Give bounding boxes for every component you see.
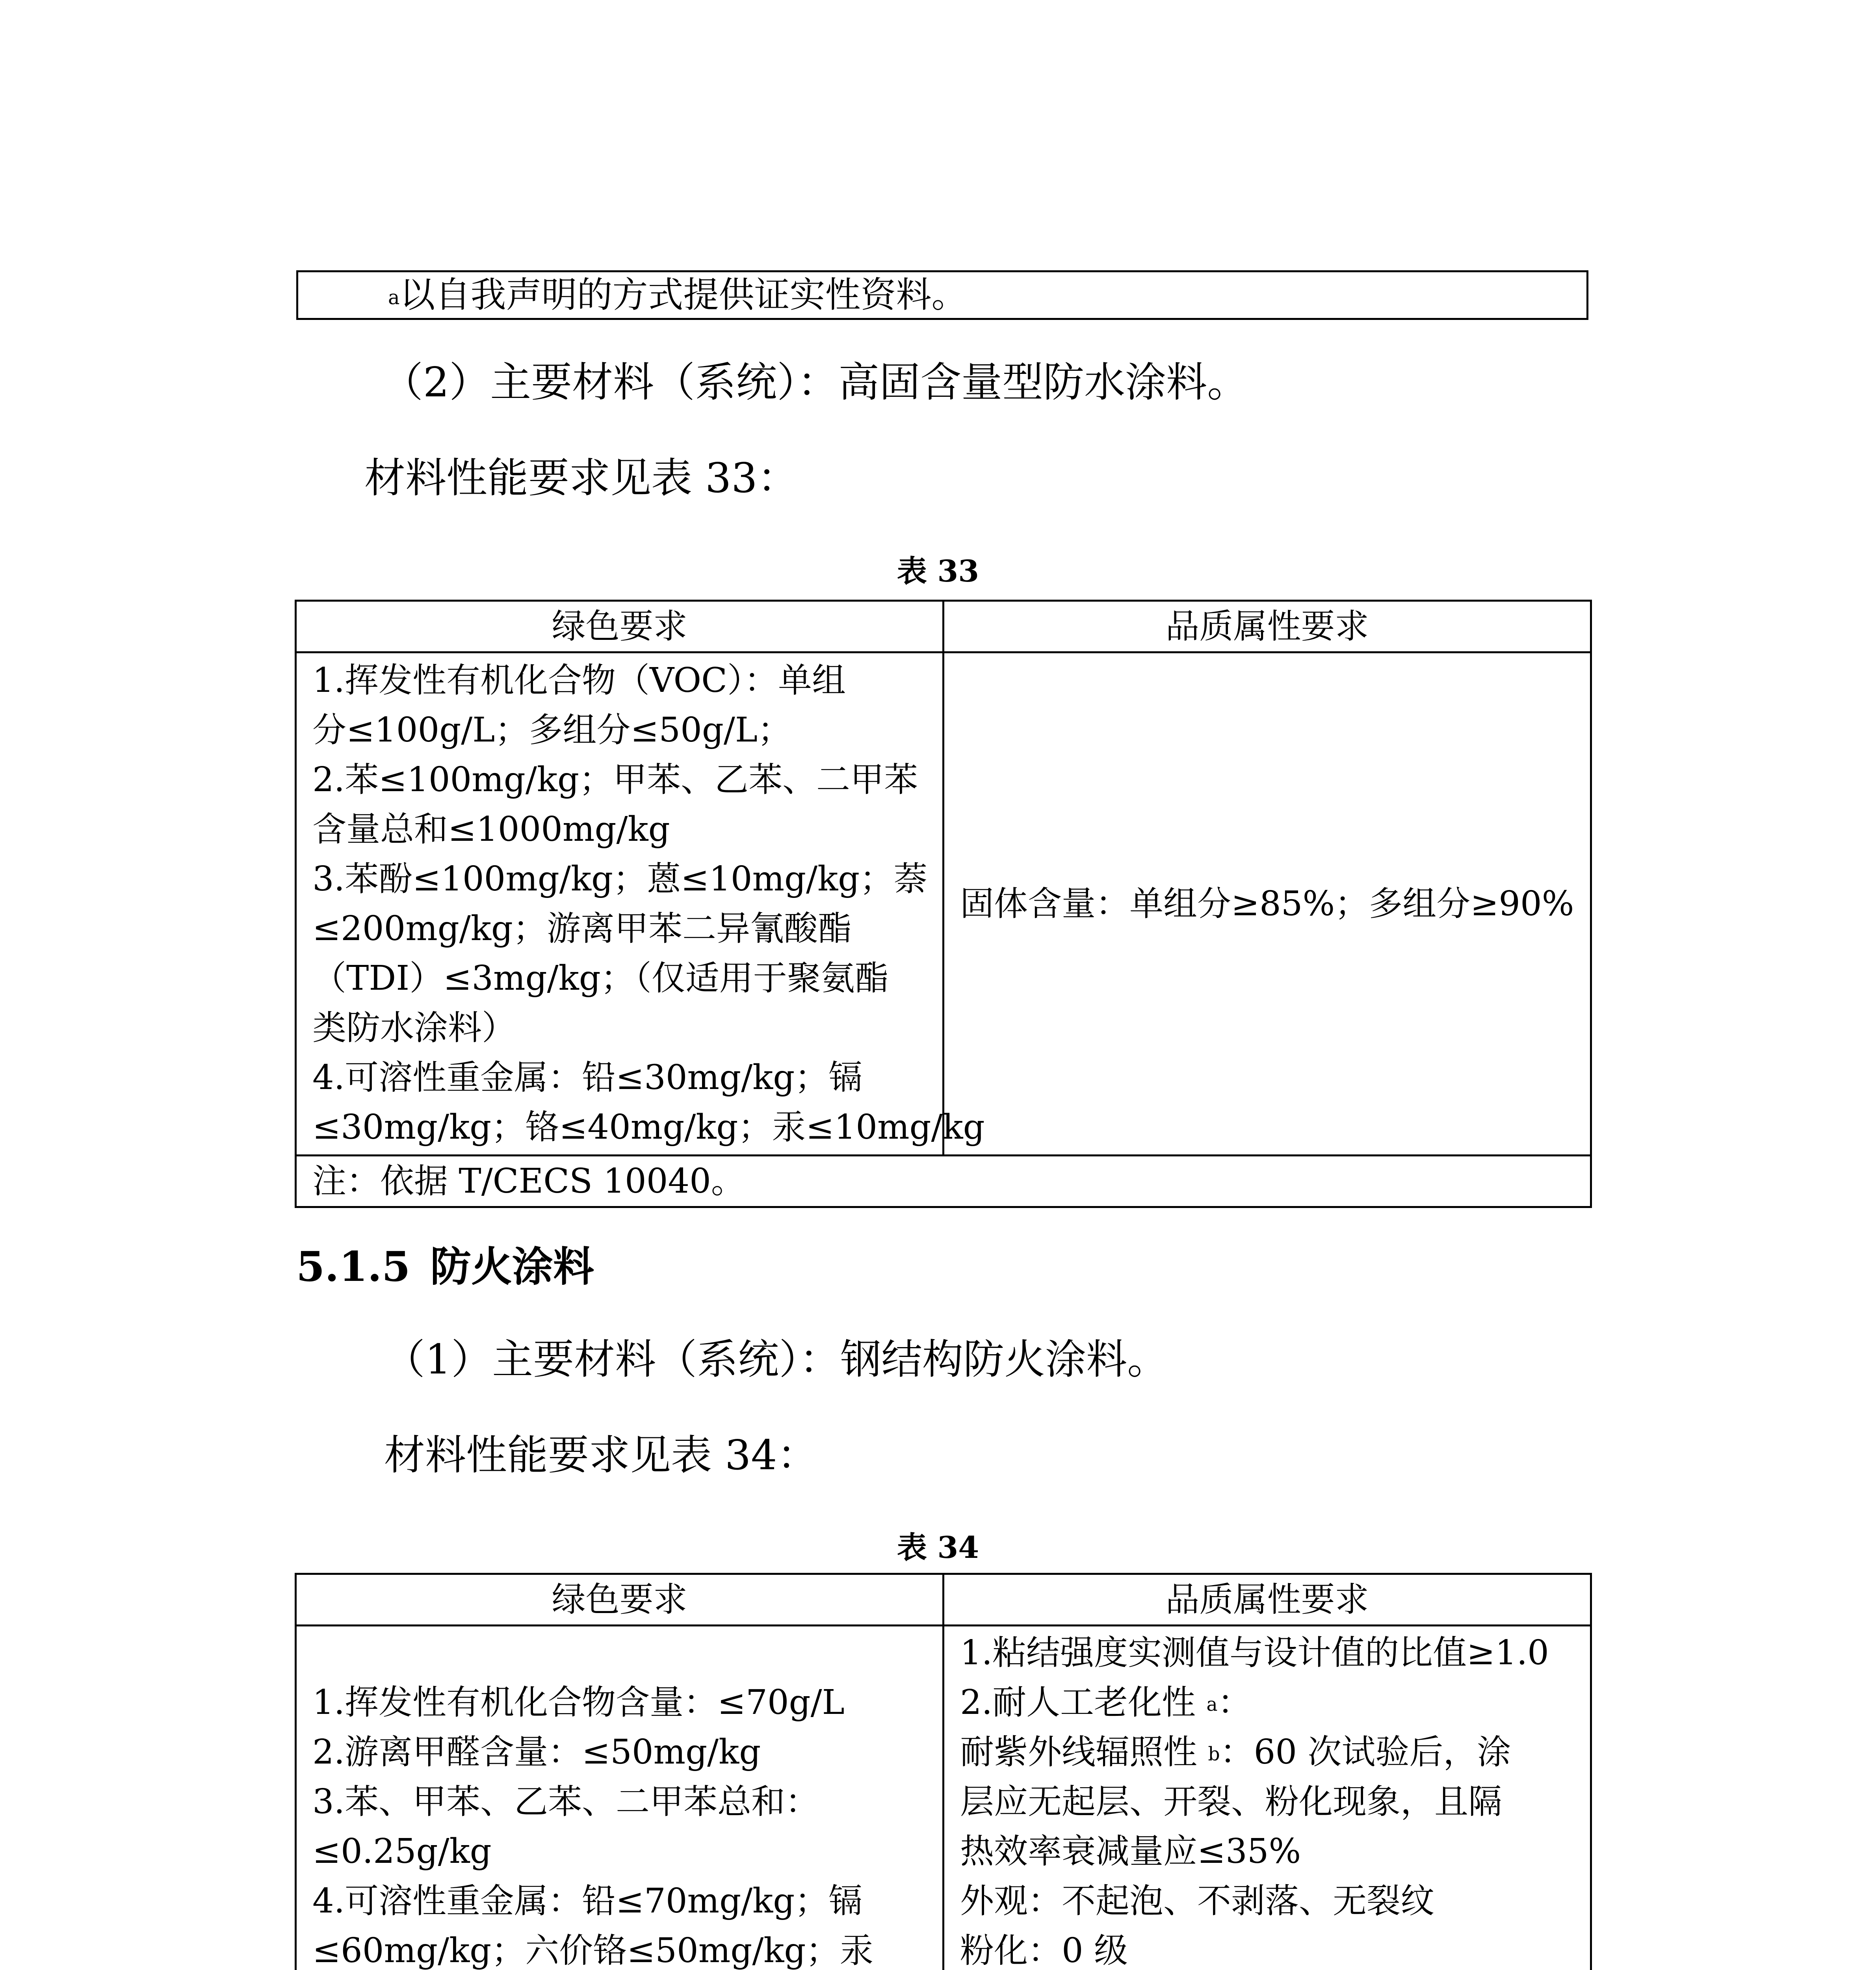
table-34-header-row [296,1574,1591,1626]
cell-line [960,1678,1574,1727]
cell-line: 1.挥发性有机化合物（VOC）：单组 [312,661,846,700]
cell-line: 4.可溶性重金属：铅≤30mg/kg；镉 [312,1058,863,1097]
table-34-green-cell [296,1626,944,1970]
table-34 [295,1573,1592,1970]
paragraph-material-2: （1）主要材料（系统）：钢结构防火涂料。 [384,1335,1168,1383]
cell-line: 类防水涂料） [312,1008,516,1048]
table-34-header-quality: 品质属性要求 [944,1574,1591,1626]
section-heading [296,1241,594,1292]
paragraph-table-ref-34: 材料性能要求见表 34： [384,1431,818,1479]
cell-text: 2.耐人工老化性 [960,1683,1196,1722]
table-34-body-row [296,1626,1591,1970]
cell-line: 2.苯≤100mg/kg；甲苯、乙苯、二甲苯 [312,760,918,799]
cell-line: 4.可溶性重金属：铅≤70mg/kg；镉 [312,1881,863,1921]
top-note [298,272,1586,318]
cell-line: 热效率衰减量应≤35% [960,1832,1301,1871]
cell-line: ≤30mg/kg；铬≤40mg/kg；汞≤10mg/kg [312,1108,985,1147]
table-33 [295,600,1592,1208]
table-33-body-row [296,652,1591,1156]
cell-text: ：60 次试验后，涂 [1220,1732,1511,1772]
cell-line: 外观：不起泡、不剥落、无裂纹 [960,1881,1434,1921]
cell-text: ： [1217,1683,1252,1722]
table-34-header-green: 绿色要求 [296,1574,944,1626]
top-note-box [296,270,1588,320]
cell-line: 层应无起层、开裂、粉化现象，且隔 [960,1782,1502,1821]
footnote-mark: a [1206,1694,1218,1715]
paragraph-material-1: （2）主要材料（系统）：高固含量型防水涂料。 [382,358,1248,406]
cell-line: ≤0.25g/kg [312,1832,492,1871]
top-note-text: 以自我声明的方式提供证实性资料。 [399,274,967,316]
section-number: 5.1.5 [296,1242,410,1291]
table-33-note: 注：依据 T/CECS 10040。 [296,1156,1591,1207]
table-33-note-row [296,1156,1591,1207]
cell-line: 3.苯、甲苯、乙苯、二甲苯总和： [312,1782,819,1821]
table-33-green-cell [296,652,985,1156]
table-33-caption: 表 33 [897,554,979,589]
cell-line: 3.苯酚≤100mg/kg；蒽≤10mg/kg；萘 [312,859,928,899]
table-33-header-quality: 品质属性要求 [944,601,1591,652]
cell-line: 1.挥发性有机化合物含量：≤70g/L [312,1683,845,1722]
cell-line: 2.游离甲醛含量：≤50mg/kg [312,1732,761,1772]
table-33-header-row [296,601,1591,652]
footnote-mark: b [1208,1743,1220,1765]
cell-line: 粉化：0 级 [960,1931,1128,1970]
cell-line: 含量总和≤1000mg/kg [312,810,670,849]
cell-line: （TDI）≤3mg/kg；（仅适用于聚氨酯 [312,959,889,998]
cell-line: ≤200mg/kg；游离甲苯二异氰酸酯 [312,909,852,948]
cell-text: 耐紫外线辐照性 [960,1732,1197,1772]
cell-line: 固体含量：单组分≥85%；多组分≥90% [960,884,1574,924]
cell-line: ≤60mg/kg；六价铬≤50mg/kg；汞 [312,1931,874,1970]
section-title: 防火涂料 [430,1242,594,1291]
cell-line [960,1727,1574,1777]
table-34-quality-cell [944,1626,1591,1970]
paragraph-table-ref-33: 材料性能要求见表 33： [364,454,799,502]
table-33-quality-cell [944,652,1591,1156]
cell-line: 1.粘结强度实测值与设计值的比值≥1.0 [960,1633,1549,1673]
table-34-caption: 表 34 [897,1530,979,1565]
table-33-header-green: 绿色要求 [296,601,944,652]
footnote-mark: a [388,286,400,309]
cell-line: 分≤100g/L；多组分≤50g/L； [312,710,791,750]
